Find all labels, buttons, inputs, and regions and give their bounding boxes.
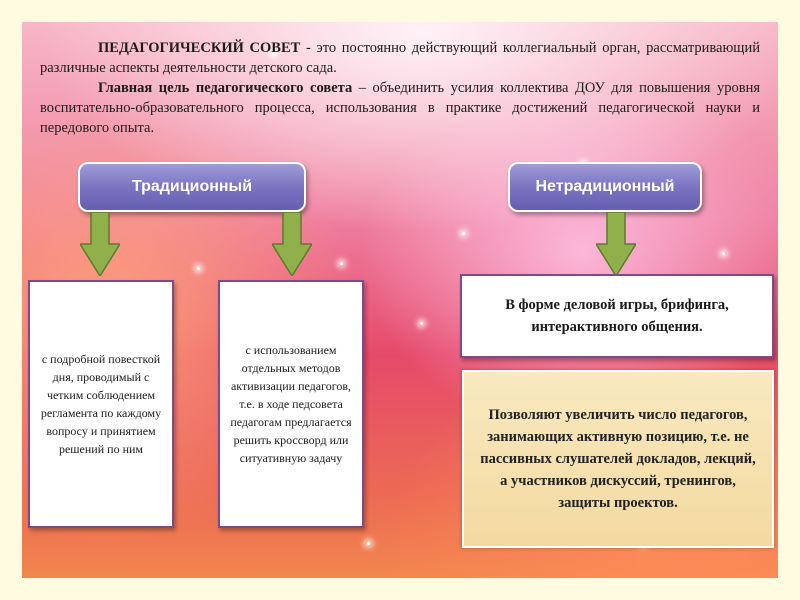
nontraditional-button[interactable]: Нетрадиционный: [508, 162, 702, 212]
goal-text: – объединить усилия коллектива ДОУ для повышения уровня воспитательно-образовательного процесса, использования в практике достижений педагогической науки и передового опыта.: [40, 80, 760, 136]
sparkle: [462, 232, 465, 235]
definition: - это постоянно действующий коллегиальный орган, рассматривающий различные аспекты деятельности детского сада.: [40, 40, 760, 76]
down-arrow-icon: [272, 212, 312, 276]
intro-text: [40, 38, 760, 138]
term: ПЕДАГОГИЧЕСКИЙ СОВЕТ: [98, 40, 301, 56]
activation-methods-box: с использованием отдельных методов активизации педагогов, т.е. в ходе педсовета педагогам предлагается решить кроссворд или ситуативную задачу: [218, 280, 364, 528]
goal-paragraph: [40, 78, 760, 138]
slide: [22, 22, 778, 578]
sparkle: [420, 322, 423, 325]
sparkle: [367, 542, 370, 545]
nontraditional-benefit-box: Позволяют увеличить число педагогов, занимающих активную позицию, т.е. не пассивных слушателей докладов, лекций, а участников дискуссий, тренингов, защиты проектов.: [462, 370, 774, 548]
sparkle: [197, 267, 200, 270]
definition-paragraph: [40, 38, 760, 78]
sparkle: [722, 252, 725, 255]
goal-label: Главная цель педагогического совета: [98, 80, 353, 96]
traditional-button[interactable]: Традиционный: [78, 162, 306, 212]
detailed-agenda-box: с подробной повесткой дня, проводимый с четким соблюдением регламента по каждому вопросу и принятием решений по ним: [28, 280, 174, 528]
sparkle: [340, 262, 343, 265]
down-arrow-icon: [80, 212, 120, 276]
down-arrow-icon: [596, 212, 636, 276]
nontraditional-forms-box: В форме деловой игры, брифинга, интерактивного общения.: [460, 274, 774, 358]
